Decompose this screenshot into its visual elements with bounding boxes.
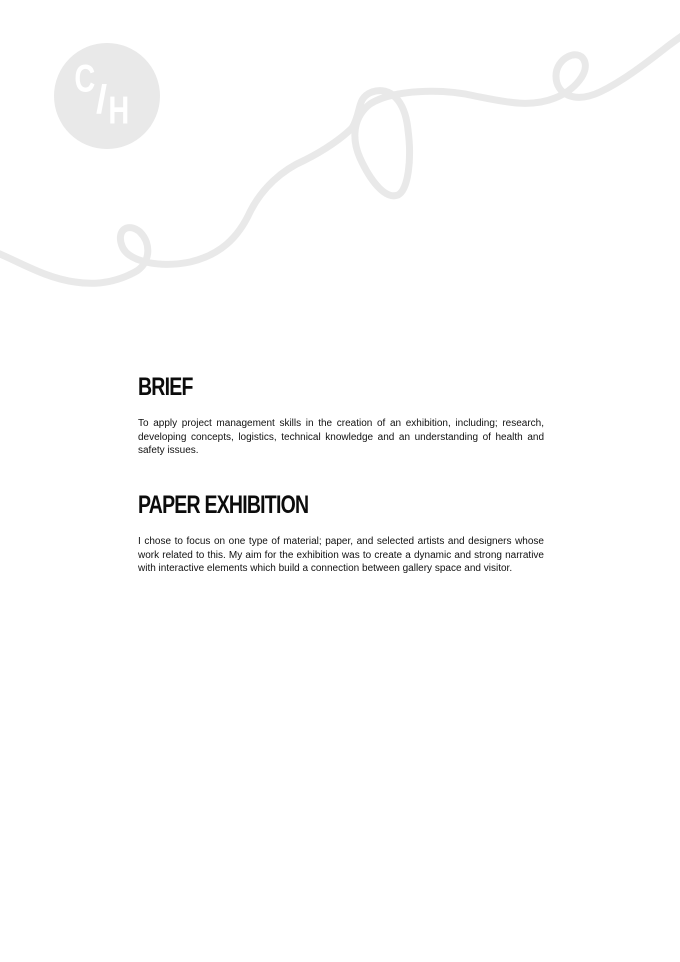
- paper-exhibition-paragraph: I chose to focus on one type of material; paper, and selected artists and designers whose work related to this. My aim for the exhibition was to create a dynamic and strong narrative with interactive elements which build a connection between gallery space and visitor.: [138, 536, 544, 574]
- logo-letter-c: C: [74, 57, 96, 101]
- paper-exhibition-heading: PAPER EXHIBITION: [138, 491, 309, 519]
- paper-exhibition-section: [138, 490, 544, 576]
- brief-heading: BRIEF: [138, 373, 193, 401]
- logo-slash: /: [96, 78, 108, 122]
- logo-letter-h: H: [108, 89, 130, 133]
- ch-logo: [54, 43, 160, 149]
- brief-section: [138, 372, 544, 458]
- brief-paragraph: To apply project management skills in the creation of an exhibition, including; research, developing concepts, logistics, technical knowledge and an understanding of health and safety issues.: [138, 418, 544, 456]
